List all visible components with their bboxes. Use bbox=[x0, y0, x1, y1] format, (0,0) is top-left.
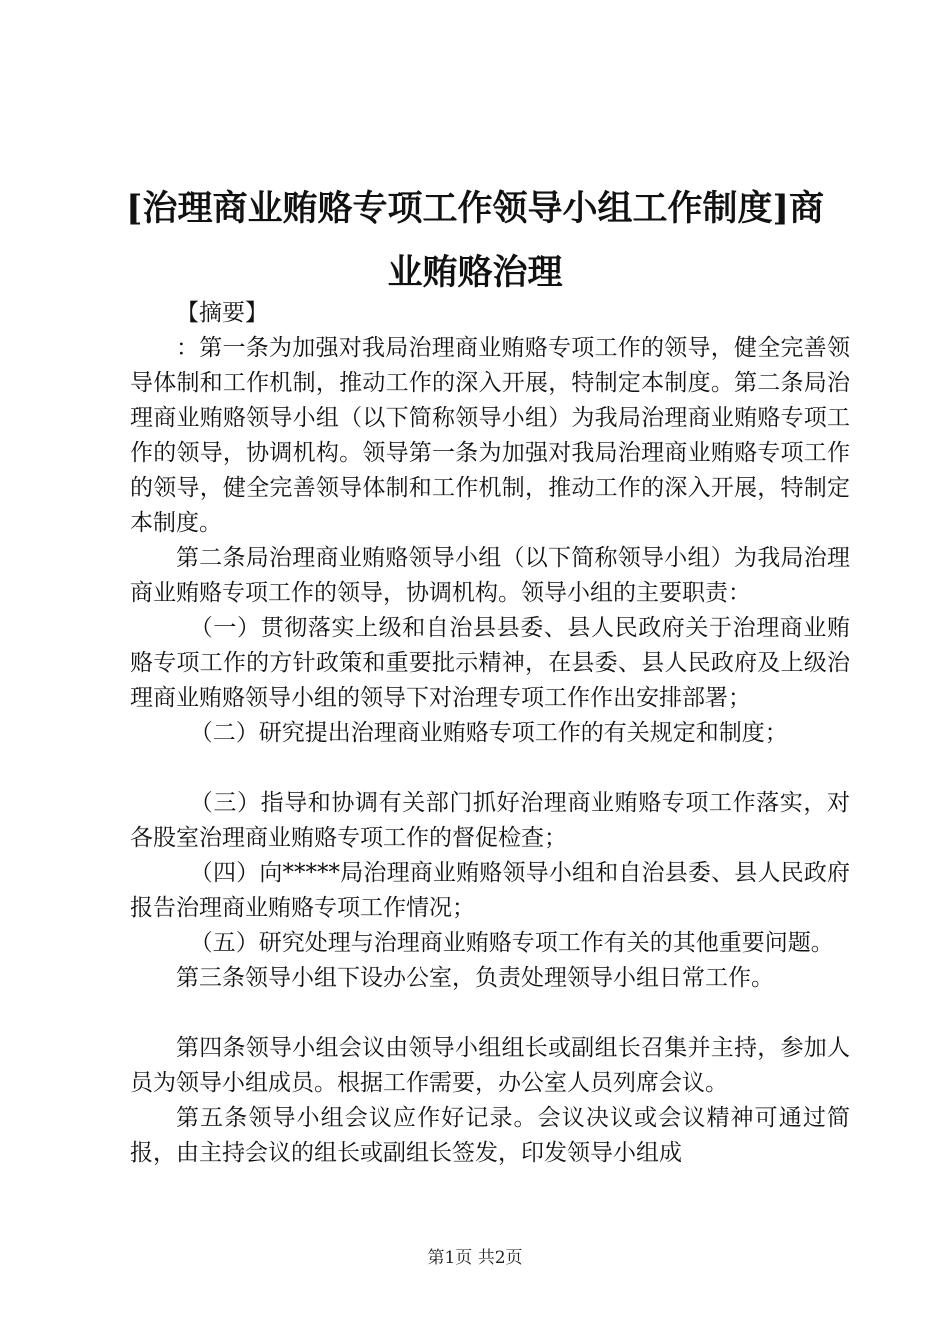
page-footer: 第1页 共2页 bbox=[427, 1248, 523, 1268]
document-title: [治理商业贿赂专项工作领导小组工作制度]商业贿赂治理 bbox=[125, 188, 825, 293]
paragraph-article-4: 第四条领导小组会议由领导小组组长或副组长召集并主持，参加人员为领导小组成员。根据工作需要，办公室人员列席会议。 bbox=[130, 1035, 850, 1096]
paragraph-article-3: 第三条领导小组下设办公室，负责处理领导小组日常工作。 bbox=[176, 965, 774, 991]
paragraph-duty-1: （一）贯彻落实上级和自治县县委、县人民政府关于治理商业贿赂专项工作的方针政策和重要批示精神，在县委、县人民政府及上级治理商业贿赂领导小组的领导下对治理专项工作作出安排部署； bbox=[130, 615, 850, 711]
paragraph-article-5: 第五条领导小组会议应作好记录。会议决议或会议精神可通过简报，由主持会议的组长或副组长签发，印发领导小组成 bbox=[130, 1105, 850, 1166]
paragraph-summary: ：第一条为加强对我局治理商业贿赂专项工作的领导，健全完善领导体制和工作机制，推动工作的深入开展，特制定本制度。第二条局治理商业贿赂领导小组（以下简称领导小组）为我局治理商业贿赂专项工作的领导，协调机构。领导第一条为加强对我局治理商业贿赂专项工作的领导，健全完善领导体制和工作机制，推动工作的深入开展，特制定本制度。 bbox=[130, 335, 850, 536]
paragraph-duty-4: （四）向*****局治理商业贿赂领导小组和自治县委、县人民政府报告治理商业贿赂专项工作情况； bbox=[130, 860, 850, 921]
paragraph-duty-5: （五）研究处理与治理商业贿赂专项工作有关的其他重要问题。 bbox=[189, 930, 834, 956]
paragraph-duty-2: （二）研究提出治理商业贿赂专项工作的有关规定和制度； bbox=[189, 720, 788, 746]
abstract-label: 【摘要】 bbox=[176, 300, 268, 326]
paragraph-duty-3: （三）指导和协调有关部门抓好治理商业贿赂专项工作落实，对各股室治理商业贿赂专项工作的督促检查； bbox=[130, 790, 850, 851]
paragraph-article-2: 第二条局治理商业贿赂领导小组（以下简称领导小组）为我局治理商业贿赂专项工作的领导，协调机构。领导小组的主要职责： bbox=[130, 545, 850, 606]
document-body bbox=[130, 296, 850, 1171]
